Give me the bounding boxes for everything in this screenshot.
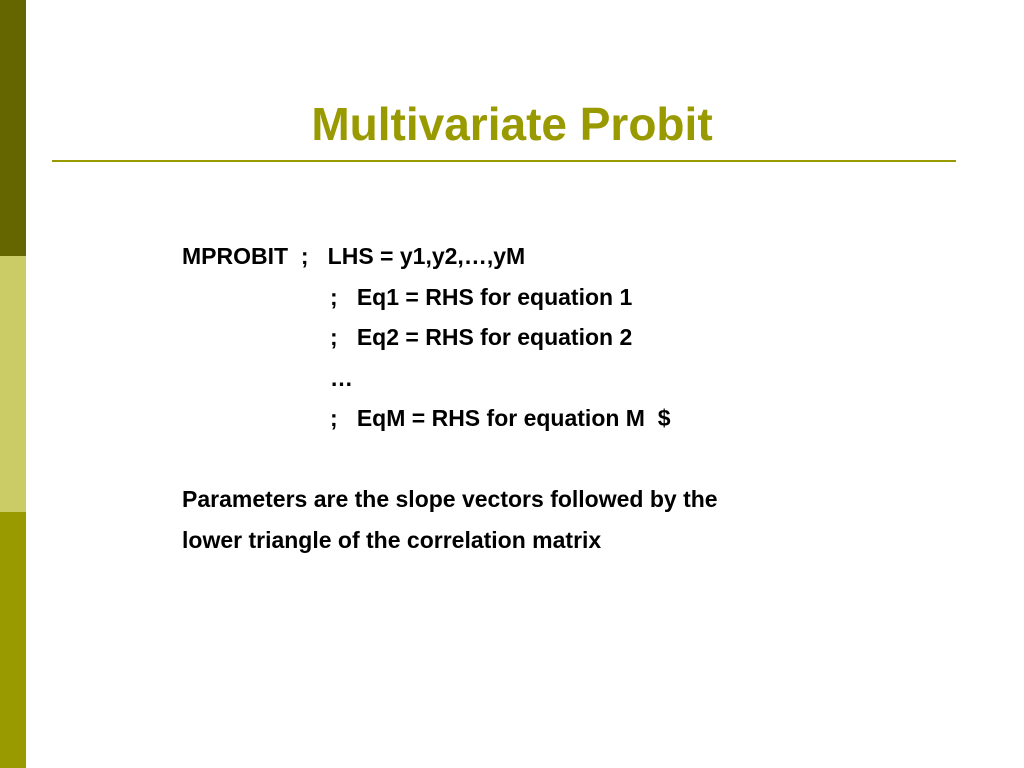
- slide-title: Multivariate Probit: [311, 98, 713, 150]
- title-underline: [52, 160, 956, 162]
- note-line-1: Parameters are the slope vectors followed by the: [182, 486, 718, 512]
- spacer: [182, 439, 942, 480]
- note-line-2: lower triangle of the correlation matrix: [182, 526, 602, 553]
- sidebar-decoration: [0, 0, 26, 768]
- sidebar-segment-middle: [0, 256, 26, 512]
- command-line-2: ; Eq1 = RHS for equation 1: [330, 283, 633, 310]
- command-line-3: ; Eq2 = RHS for equation 2: [330, 324, 633, 350]
- command-line-4: …: [330, 364, 353, 391]
- slide-body: [182, 236, 942, 560]
- command-line-5: ; EqM = RHS for equation M $: [330, 405, 671, 431]
- sidebar-segment-bottom: [0, 512, 26, 768]
- command-line-1: MPROBIT ; LHS = y1,y2,…,yM: [182, 243, 526, 269]
- sidebar-segment-top: [0, 0, 26, 256]
